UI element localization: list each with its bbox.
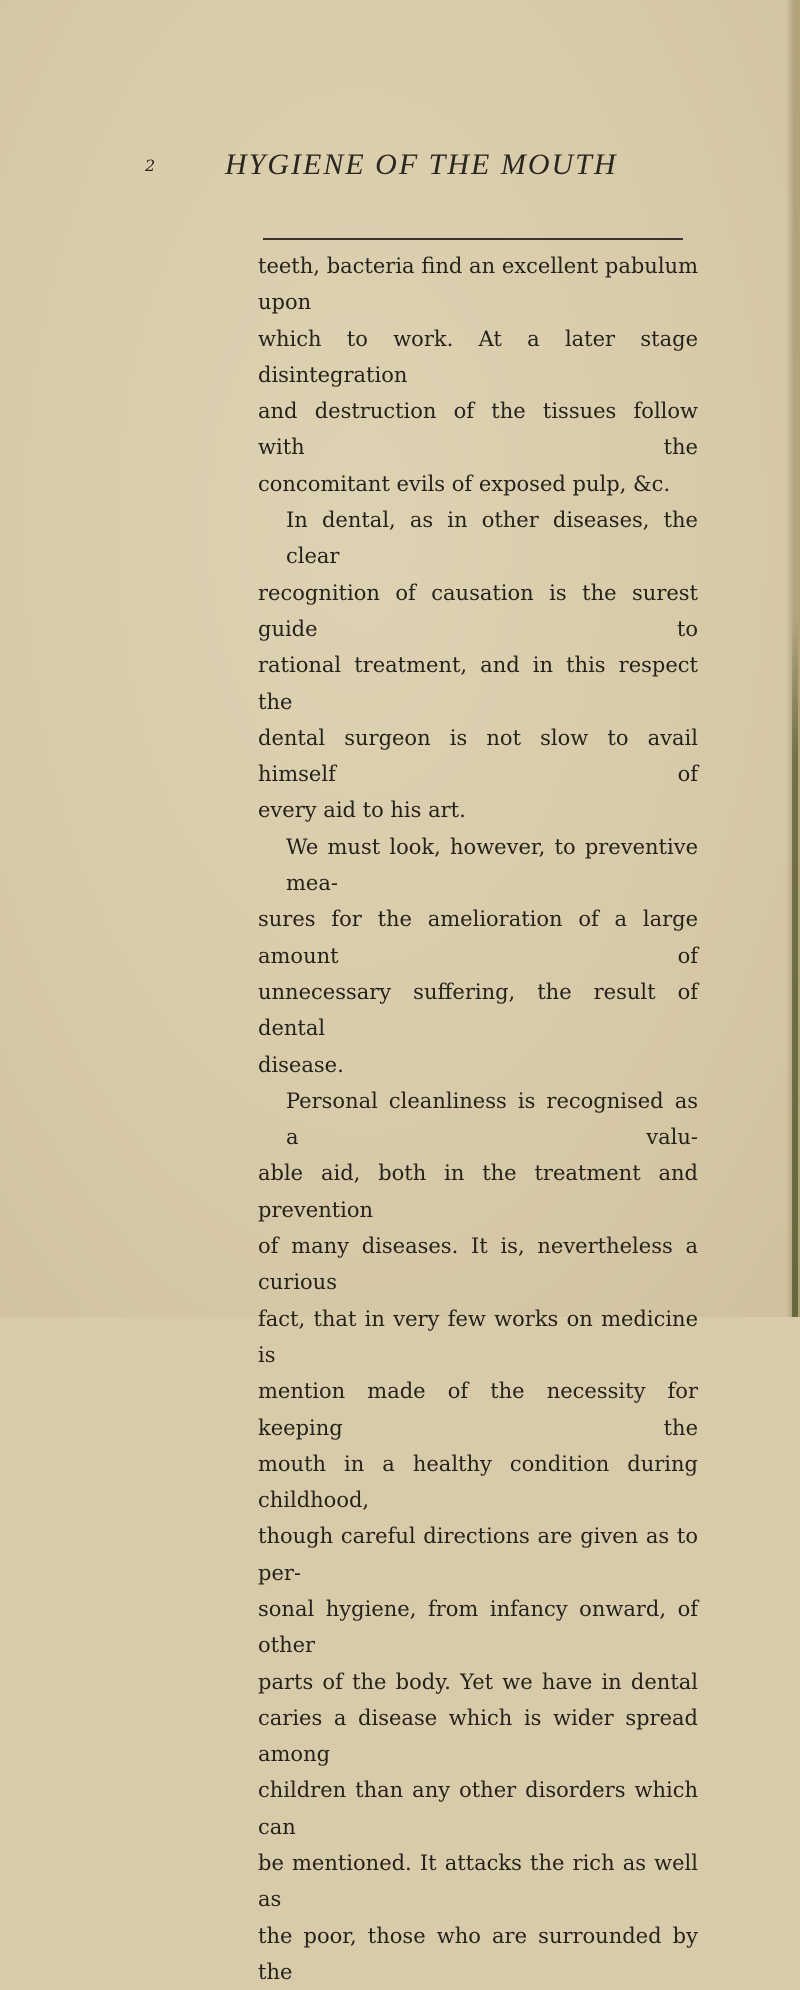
text-line: caries a disease which is wider spread among xyxy=(258,1705,698,1767)
text-line: children than any other disorders which can xyxy=(258,1778,698,1839)
text-line: teeth, bacteria find an excellent pabulum upon xyxy=(258,254,698,315)
text-line: though careful directions are given as to per- xyxy=(258,1524,698,1585)
text-line: of many diseases. It is, nevertheless a curious xyxy=(258,1234,698,1295)
text-line: disease. xyxy=(258,1052,344,1077)
page-header xyxy=(145,130,665,180)
text-line: the poor, those who are surrounded by the xyxy=(258,1923,698,1984)
text-line: fact, that in very few works on medicine is xyxy=(258,1306,698,1367)
header-rule xyxy=(263,238,683,240)
text-line: sures for the amelioration of a large amount of xyxy=(258,907,698,968)
text-line: be mentioned. It attacks the rich as well as xyxy=(258,1851,698,1912)
text-line: mention made of the necessity for keeping the xyxy=(258,1379,698,1440)
text-line: dental surgeon is not slow to avail himself of xyxy=(258,725,698,787)
text-line: In dental, as in other diseases, the clear xyxy=(286,508,698,569)
page-edge-binding xyxy=(792,620,798,1317)
running-head: HYGIENE OF THE MOUTH xyxy=(225,148,618,181)
text-line: every aid to his art. xyxy=(258,798,466,823)
text-line: recognition of causation is the surest guide to xyxy=(258,580,698,641)
text-line: We must look, however, to preventive mea- xyxy=(286,834,698,896)
text-line: unnecessary suffering, the result of dental xyxy=(258,979,698,1041)
text-line: sonal hygiene, from infancy onward, of other xyxy=(258,1596,698,1658)
text-line: rational treatment, and in this respect the xyxy=(258,653,698,714)
body-text xyxy=(258,248,698,1990)
text-line: Personal cleanliness is recognised as a valu- xyxy=(286,1088,698,1150)
text-line: able aid, both in the treatment and prevention xyxy=(258,1161,698,1222)
text-line: which to work. At a later stage disintegration xyxy=(258,326,698,387)
page-number: 2 xyxy=(145,156,156,175)
text-line: parts of the body. Yet we have in dental xyxy=(258,1669,698,1694)
text-line: mouth in a healthy condition during childhood, xyxy=(258,1451,698,1513)
text-line: and destruction of the tissues follow with the xyxy=(258,399,698,460)
text-line: concomitant evils of exposed pulp, &c. xyxy=(258,471,671,496)
